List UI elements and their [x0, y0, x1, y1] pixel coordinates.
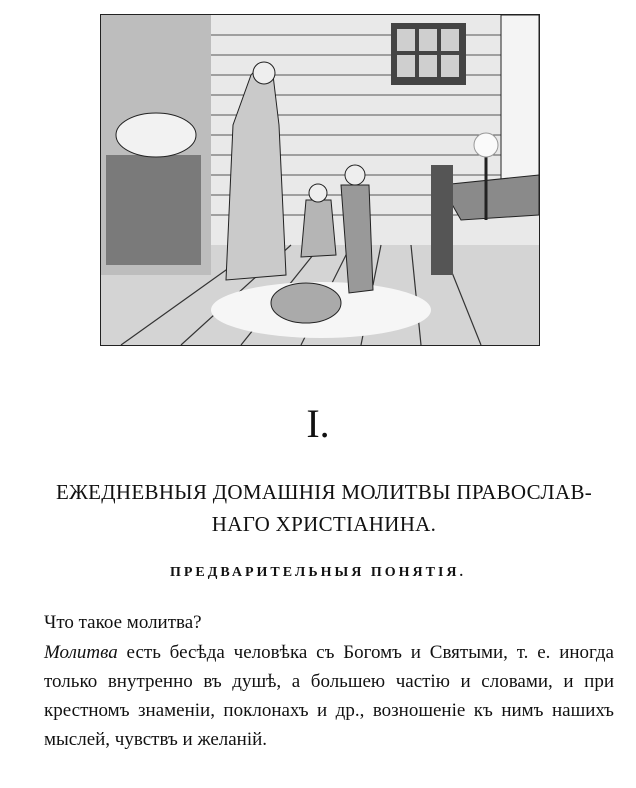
answer-paragraph — [44, 638, 614, 754]
answer-term: Молитва — [44, 642, 118, 663]
chapter-title-line-2: НАГО ХРИСТІАНИНА. — [211, 512, 437, 536]
answer-text: есть бесѣда человѣка съ Богомъ и Святыми, т. е. иногда только внутренно въ душѣ, а большею частію и словами, и при крестномъ знаменіи, поклонахъ и др., возношеніе къ нимъ нашихъ мыслей, чувствъ и желаній. — [44, 642, 614, 750]
chapter-number: I. — [306, 401, 330, 446]
engraving-family-prayer — [100, 14, 540, 346]
question-text: Что такое молитва? — [44, 612, 202, 633]
section-heading: ПРЕДВАРИТЕЛЬНЫЯ ПОНЯТІЯ. — [169, 565, 467, 580]
chapter-title — [44, 476, 604, 540]
engraving-svg — [101, 15, 539, 345]
chapter-title-line-1: ЕЖЕДНЕВНЫЯ ДОМАШНІЯ МОЛИТВЫ ПРАВОСЛАВ- — [55, 480, 593, 504]
